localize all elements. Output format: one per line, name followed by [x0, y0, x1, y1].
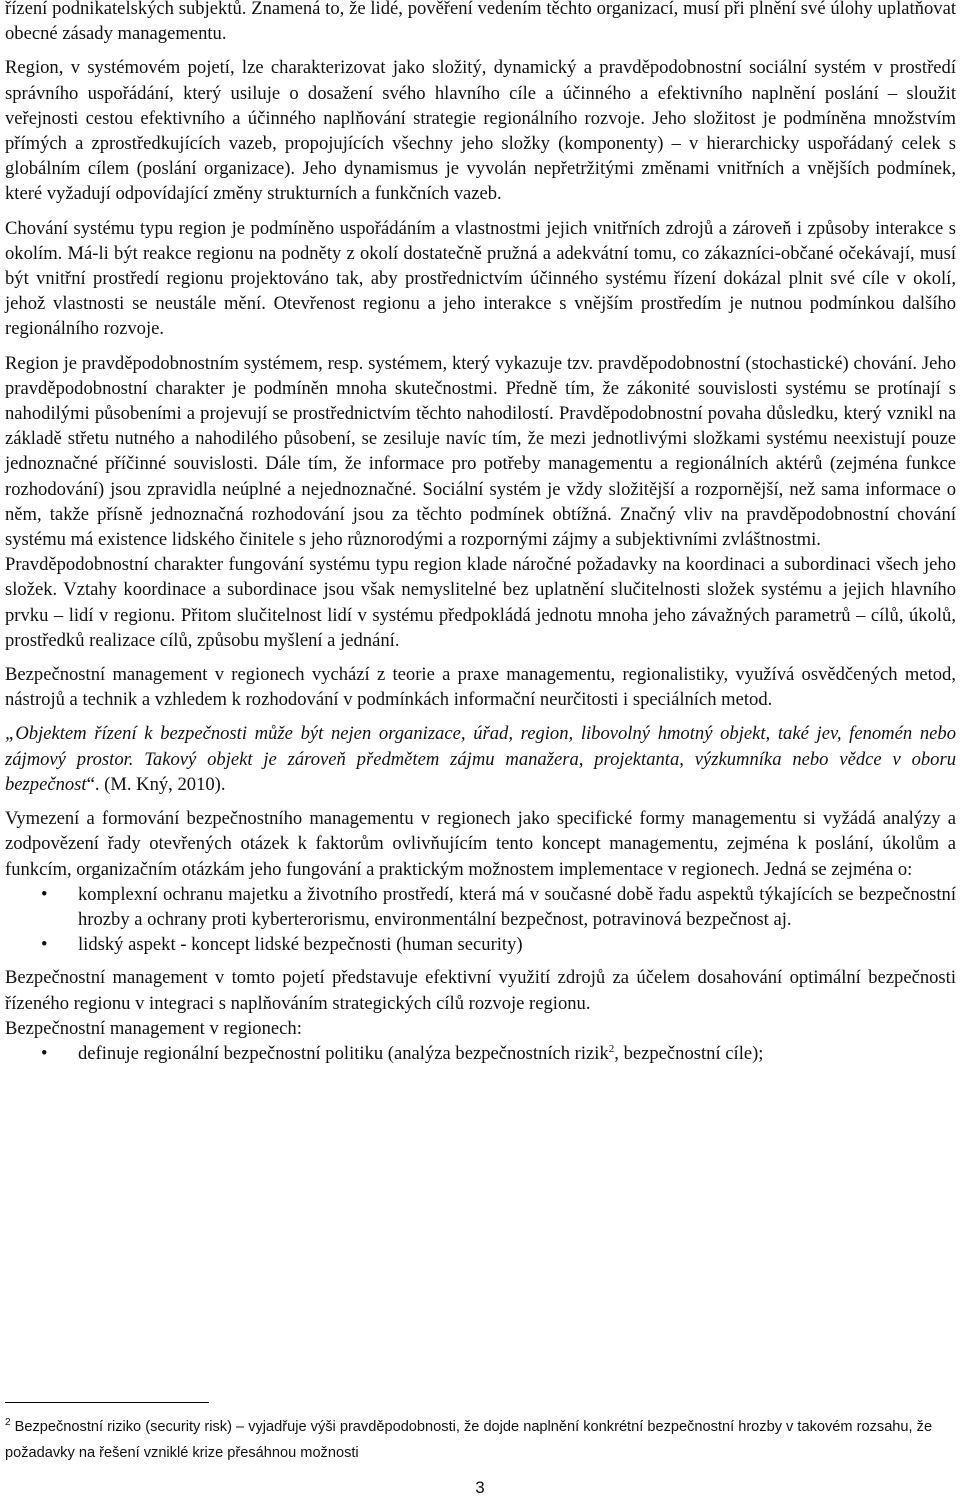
footnote-reference[interactable]: 2 [608, 1042, 615, 1055]
list-item-text-tail: , bezpečnostní cíle); [614, 1042, 764, 1064]
body-text [5, 0, 956, 1074]
bullet-icon: • [41, 934, 48, 956]
list-item-text: komplexní ochranu majetku a životního prostředí, která má v současné době řadu aspektů týkajících se bezpečnostní hrozby a ochrany proti kyberterorismu, environmentální bezpečnost, potravinová bezpečnost aj. [78, 883, 956, 930]
paragraph-coordination: Pravděpodobnostní charakter fungování systému typu region klade náročné požadavky na koordinaci a subordinaci všech jeho složek. Vztahy koordinace a subordinace jsou však nemyslitelné bez uplatnění slučitelnosti složek systému a jejich hlavního prvku – lidí v regionu. Přitom slučitelnost lidí v systému předpokládá jednotu mnoha jeho závažných parametrů – cílů, úkolů, prostředků realizace cílů, způsobu myšlení a jednání. [5, 554, 956, 651]
page-number: 3 [475, 1478, 485, 1497]
bullet-icon: • [41, 1042, 48, 1064]
footnote [5, 1414, 956, 1466]
bullet-list-aspects [5, 882, 956, 958]
paragraph-probabilistic-system: Region je pravděpodobnostním systémem, resp. systémem, který vykazuje tzv. pravděpodobnostní (stochastické) chování. Jeho pravděpodobnostní charakter je podmíněn mnoha skutečnostmi. Předně tím, že zákonité souvislosti systému se protínají s nahodilými působeními a projevují se prostřednictvím těchto nahodilostí. Pravděpodobnostní povaha důsledku, který vznikl na základě střetu nutného a nahodilého působení, se zesiluje navíc tím, že mezi jednotlivými složkami systému neexistují pouze jednoznačné příčinné souvislosti. Dále tím, že informace pro potřeby managementu a regionálních aktérů (zejména funkce rozhodování) jsou zpravidla neúplné a nejednoznačné. Sociální systém je vždy složitější a rozpornější, než sama informace o něm, takže přísně jednoznačná rozhodování jsou za těchto podmínek obtížná. Značný vliv na pravděpodobnostní chování systému má existence lidského činitele s jeho různorodými a rozpornými zájmy a subjektivními zvláštnostmi. [5, 352, 956, 551]
footnote-text: Bezpečnostní riziko (security risk) – vyjadřuje výši pravděpodobnosti, že dojde naplnění konkrétní bezpečnostní hrozby v takovém rozsahu, že požadavky na řešení vzniklé krize přesáhnou možnosti [5, 1419, 933, 1461]
paragraph-system-behavior: Chování systému typu region je podmíněno uspořádáním a vlastnostmi jejich vnitřních zdrojů a zároveň i způsoby interakce s okolím. Má-li být reakce regionu na podněty z okolí dostatečně pružná a adekvátní tomu, co zákazníci-občané očekávají, musí být vnitřní prostředí regionu projektováno tak, aby prostřednictvím účinného systému řízení dokázal plnit své cíle v okolí, jehož vlastnosti se neustále mění. Otevřenost regionu a jeho interakce s vnějším prostředím je nutnou podmínkou dalšího regionálního rozvoje. [5, 217, 956, 340]
list-item [5, 882, 956, 932]
paragraph-intro: řízení podnikatelských subjektů. Znamená to, že lidé, pověření vedením těchto organizací, musí při plnění své úlohy uplatňovat obecné zásady managementu. [5, 0, 956, 45]
quote-citation: “. (M. Kný, 2010). [86, 773, 226, 795]
paragraph-efficiency: Bezpečnostní management v tomto pojetí představuje efektivní využití zdrojů za účelem dosahování optimální bezpečnosti řízeného regionu v integraci s naplňováním strategických cílů rozvoje regionu. [5, 967, 956, 1014]
footnote-marker: 2 [5, 1417, 11, 1429]
footnote-separator [5, 1402, 209, 1403]
paragraph-security-management: Bezpečnostní management v regionech vychází z teorie a praxe managementu, regionalistiky, využívá osvědčených metod, nástrojů a technik a vzhledem k rozhodování v podmínkách informační neurčitosti i speciálních metod. [5, 664, 956, 711]
bullet-icon: • [41, 883, 48, 905]
list-item [5, 1041, 956, 1066]
quote-paragraph [5, 721, 956, 797]
bullet-list-functions [5, 1041, 956, 1066]
list-item [5, 932, 956, 957]
paragraph-definition-scope: Vymezení a formování bezpečnostního managementu v regionech jako specifické formy managementu si vyžádá analýzy a zodpovězení řady otevřených otázek k faktorům ovlivňujícím tento koncept managementu, zejména k poslání, úkolům a funkcím, organizačním otázkám jeho fungování a praktickým možnostem implementace v regionech. Jedná se zejména o: [5, 808, 956, 880]
list-item-text: definuje regionální bezpečnostní politiku (analýza bezpečnostních rizik [78, 1042, 609, 1064]
paragraph-region-definition: Region, v systémovém pojetí, lze charakterizovat jako složitý, dynamický a pravděpodobnostní sociální systém v prostředí správního uspořádání, který usiluje o dosažení svého hlavního cíle a účinného a efektivního naplnění poslání – sloužit veřejnosti cestou efektivního a účinného naplňování strategie regionálního rozvoje. Jeho složitost je podmíněna množstvím přímých a zprostředkujících vazeb, propojujících všechny jeho složky (komponenty) – v hierarchicky uspořádaný celek s globálním cílem (poslání organizace). Jeho dynamismus je vyvolán nepřetržitými změnami vnitřních a vnějších podmínek, které vyžadují odpovídající změny strukturních a funkčních vazeb. [5, 57, 956, 205]
quote-text: „Objektem řízení k bezpečnosti může být nejen organizace, úřad, region, libovolný hmotný objekt, také jev, fenomén nebo zájmový prostor. Takový objekt je zároveň předmětem zájmu manažera, projektanta, výzkumníka nebo vědce v oboru bezpečnost [5, 723, 956, 795]
paragraph-list-intro: Bezpečnostní management v regionech: [5, 1017, 302, 1039]
list-item-text: lidský aspekt - koncept lidské bezpečnosti (human security) [78, 934, 523, 956]
